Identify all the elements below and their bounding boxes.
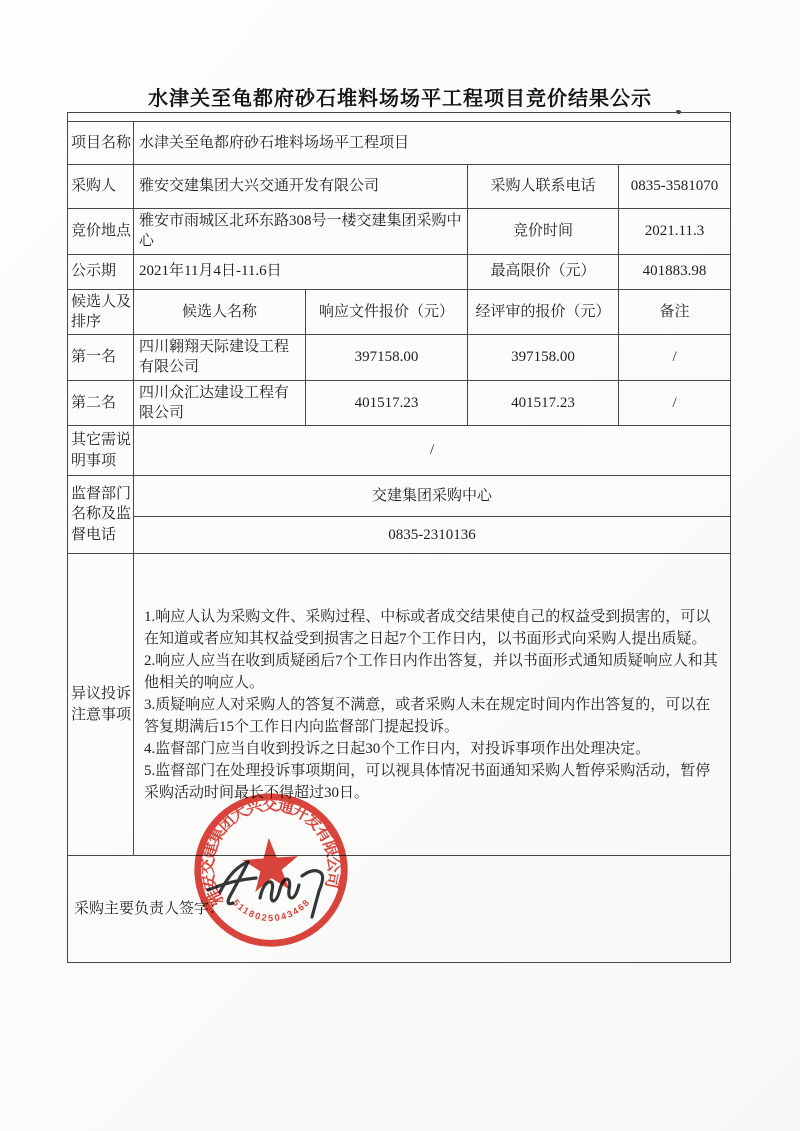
- objection-label: 异议投诉注意事项: [68, 554, 134, 856]
- purchaser-contact-value: 0835-3581070: [619, 165, 731, 209]
- purchaser-label: 采购人: [68, 165, 134, 209]
- bid-time-value: 2021.11.3: [619, 209, 731, 255]
- table-row: [68, 165, 731, 209]
- table-row: [68, 122, 731, 165]
- candidates-label: 候选人及排序: [68, 289, 134, 335]
- bid-time-label: 竞价时间: [468, 209, 619, 255]
- rank-1-label: 第一名: [68, 335, 134, 381]
- objection-item-5: 5.监督部门在处理投诉事项期间，可以视具体情况书面通知采购人暂停采购活动，暂停采购活动时间最长不得超过30日。: [144, 762, 711, 801]
- max-price-label: 最高限价（元）: [468, 254, 619, 289]
- page-title: 水津关至龟都府砂石堆料场场平工程项目竞价结果公示: [148, 88, 652, 110]
- rank-2-company: 四川众汇达建设工程有限公司: [134, 380, 306, 426]
- max-price-value: 401883.98: [619, 254, 731, 289]
- objection-item-4: 4.监督部门应当自收到投诉之日起30个工作日内，对投诉事项作出处理决定。: [144, 740, 651, 757]
- project-name-label: 项目名称: [68, 122, 134, 165]
- supervision-label: 监督部门名称及监督电话: [68, 476, 134, 554]
- rank-1-bid: 397158.00: [306, 335, 468, 381]
- objection-item-1: 1.响应人认为采购文件、采购过程、中标或者成交结果使自己的权益受到损害的，可以在知道或者应知其权益受到损害之日起7个工作日内，以书面形式向采购人提出质疑。: [144, 608, 711, 647]
- table-row: [68, 426, 731, 476]
- table-row: [68, 554, 731, 856]
- rank-2-evaluated: 401517.23: [468, 380, 619, 426]
- signature-cell: [68, 856, 731, 963]
- objection-item-2: 2.响应人应当在收到质疑函后7个工作日内作出答复，并以书面形式通知质疑响应人和其他相关的响应人。: [144, 652, 718, 691]
- table-row: [68, 113, 731, 122]
- purchaser-value: 雅安交建集团大兴交通开发有限公司: [134, 165, 468, 209]
- rank-2-bid: 401517.23: [306, 380, 468, 426]
- supervision-phone: 0835-2310136: [134, 517, 731, 554]
- candidate-row-1: [68, 335, 731, 381]
- objection-item-3: 3.质疑响应人对采购人的答复不满意，或者采购人未在规定时间内作出答复的，可以在答复期满后15个工作日内向监督部门提起投诉。: [144, 696, 711, 735]
- rank-1-note: /: [619, 335, 731, 381]
- location-value: 雅安市雨城区北环东路308号一楼交建集团采购中心: [134, 209, 468, 255]
- table-row: [68, 517, 731, 554]
- notice-table: [67, 112, 731, 963]
- rank-1-company: 四川翱翔天际建设工程有限公司: [134, 335, 306, 381]
- table-row: [68, 856, 731, 963]
- rank-2-note: /: [619, 380, 731, 426]
- publicity-label: 公示期: [68, 254, 134, 289]
- handwritten-signature: [198, 846, 358, 928]
- rank-1-evaluated: 397158.00: [468, 335, 619, 381]
- table-header-row: [68, 289, 731, 335]
- location-label: 竞价地点: [68, 209, 134, 255]
- table-row: [68, 209, 731, 255]
- header-note: 备注: [619, 289, 731, 335]
- publicity-value: 2021年11月4日-11.6日: [134, 254, 468, 289]
- rank-2-label: 第二名: [68, 380, 134, 426]
- candidate-row-2: [68, 380, 731, 426]
- seal-number-text: 5118025043468: [230, 897, 312, 924]
- spacer-cell: [68, 113, 731, 122]
- table-row: [68, 254, 731, 289]
- other-notes-value: /: [134, 426, 731, 476]
- header-candidate-name: 候选人名称: [134, 289, 306, 335]
- project-name-value: 水津关至龟都府砂石堆料场场平工程项目: [134, 122, 731, 165]
- other-notes-label: 其它需说明事项: [68, 426, 134, 476]
- seal-company-text: 雅安交建集团大兴交通开发有限公司: [200, 797, 342, 909]
- supervision-department: 交建集团采购中心: [134, 476, 731, 517]
- header-evaluated-price: 经评审的报价（元）: [468, 289, 619, 335]
- purchaser-contact-label: 采购人联系电话: [468, 165, 619, 209]
- table-row: [68, 476, 731, 517]
- signature-label: 采购主要负责人签字：: [74, 900, 225, 917]
- header-bid-price: 响应文件报价（元）: [306, 289, 468, 335]
